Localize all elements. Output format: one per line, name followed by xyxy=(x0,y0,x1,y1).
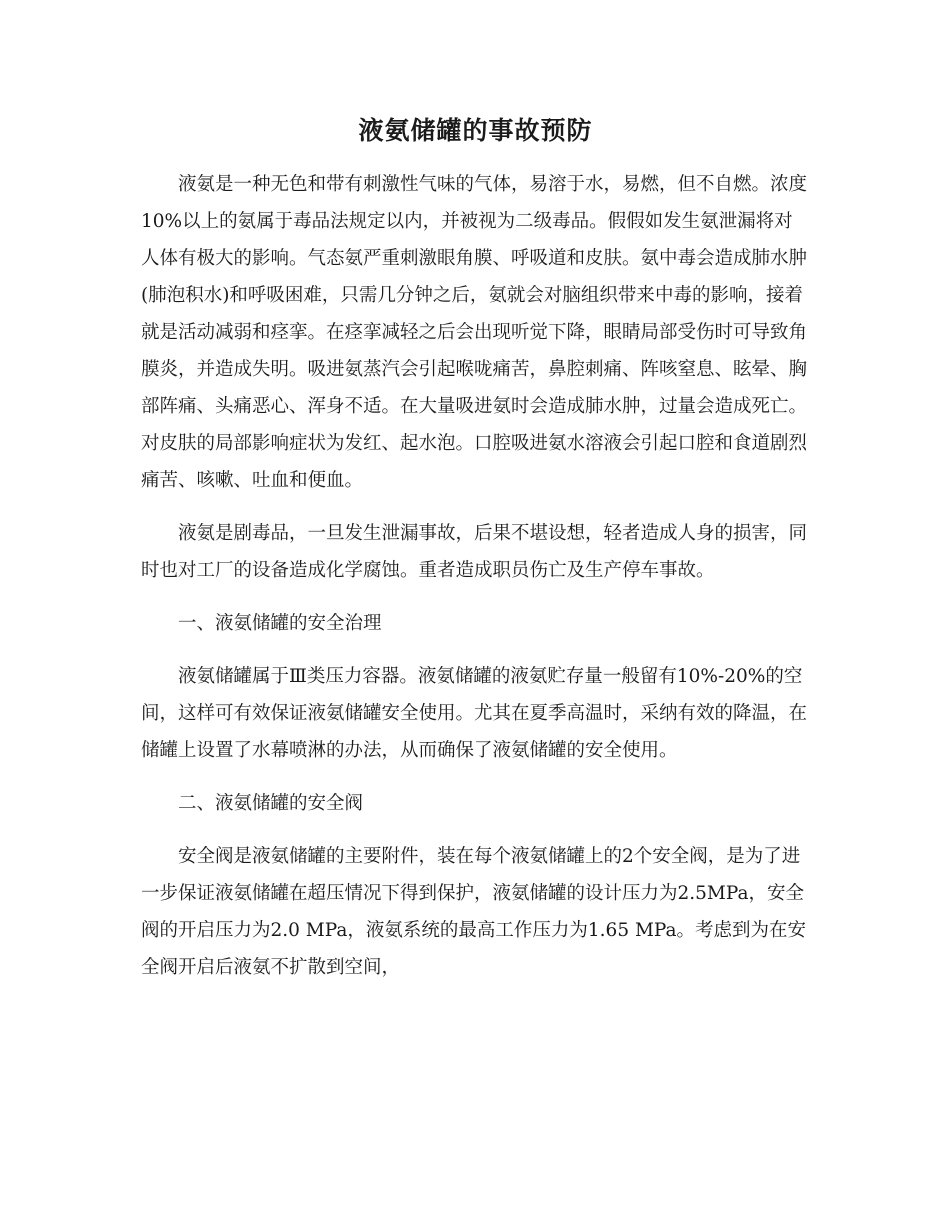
section-heading-safety-management: 一、液氨储罐的安全治理 xyxy=(178,613,382,634)
paragraph-ammonia-hazards: 液氨是一种无色和带有刺激性气味的气体，易溶于水，易燃，但不自燃。浓度10%以上的氨属于毒品法规定以内，并被视为二级毒品。假假如发生氨泄漏将对人体有极大的影响。气态氨严重刺激眼角膜、呼吸道和皮肤。氨中毒会造成肺水肿(肺泡积水)和呼吸困难，只需几分钟之后，氨就会对脑组织带来中毒的影响，接着就是活动减弱和痉挛。在痉挛减轻之后会出现听觉下降，眼睛局部受伤时可导致角膜炎，并造成失明。吸进氨蒸汽会引起喉咙痛苦，鼻腔刺痛、阵咳窒息、眩晕、胸部阵痛、头痛恶心、浑身不适。在大量吸进氨时会造成肺水肿，过量会造成死亡。对皮肤的局部影响症状为发红、起水泡。口腔吸进氨水溶液会引起口腔和食道剧烈痛苦、咳嗽、吐血和便血。 xyxy=(141,174,808,491)
paragraph-leak-consequences: 液氨是剧毒品，一旦发生泄漏事故，后果不堪设想，轻者造成人身的损害，同时也对工厂的设备造成化学腐蚀。重者造成职员伤亡及生产停车事故。 xyxy=(141,523,808,581)
section-heading-safety-valve: 二、液氨储罐的安全阀 xyxy=(178,793,364,814)
paragraph-safety-management: 液氨储罐属于Ⅲ类压力容器。液氨储罐的液氨贮存量一般留有10%-20%的空间，这样可有效保证液氨储罐安全使用。尤其在夏季高温时，采纳有效的降温，在储罐上设置了水幕喷淋的办法，从而确保了液氨储罐的安全使用。 xyxy=(141,666,808,761)
document-title: 液氨储罐的事故预防 xyxy=(358,116,593,145)
paragraph-safety-valve: 安全阀是液氨储罐的主要附件，装在每个液氨储罐上的2个安全阀，是为了进一步保证液氨储罐在超压情况下得到保护，液氨储罐的设计压力为2.5MPa，安全阀的开启压力为2.0 MPa，液氨系统的最高工作压力为1.65 MPa。考虑到为在安全阀开启后液氨不扩散到空间， xyxy=(141,846,807,978)
